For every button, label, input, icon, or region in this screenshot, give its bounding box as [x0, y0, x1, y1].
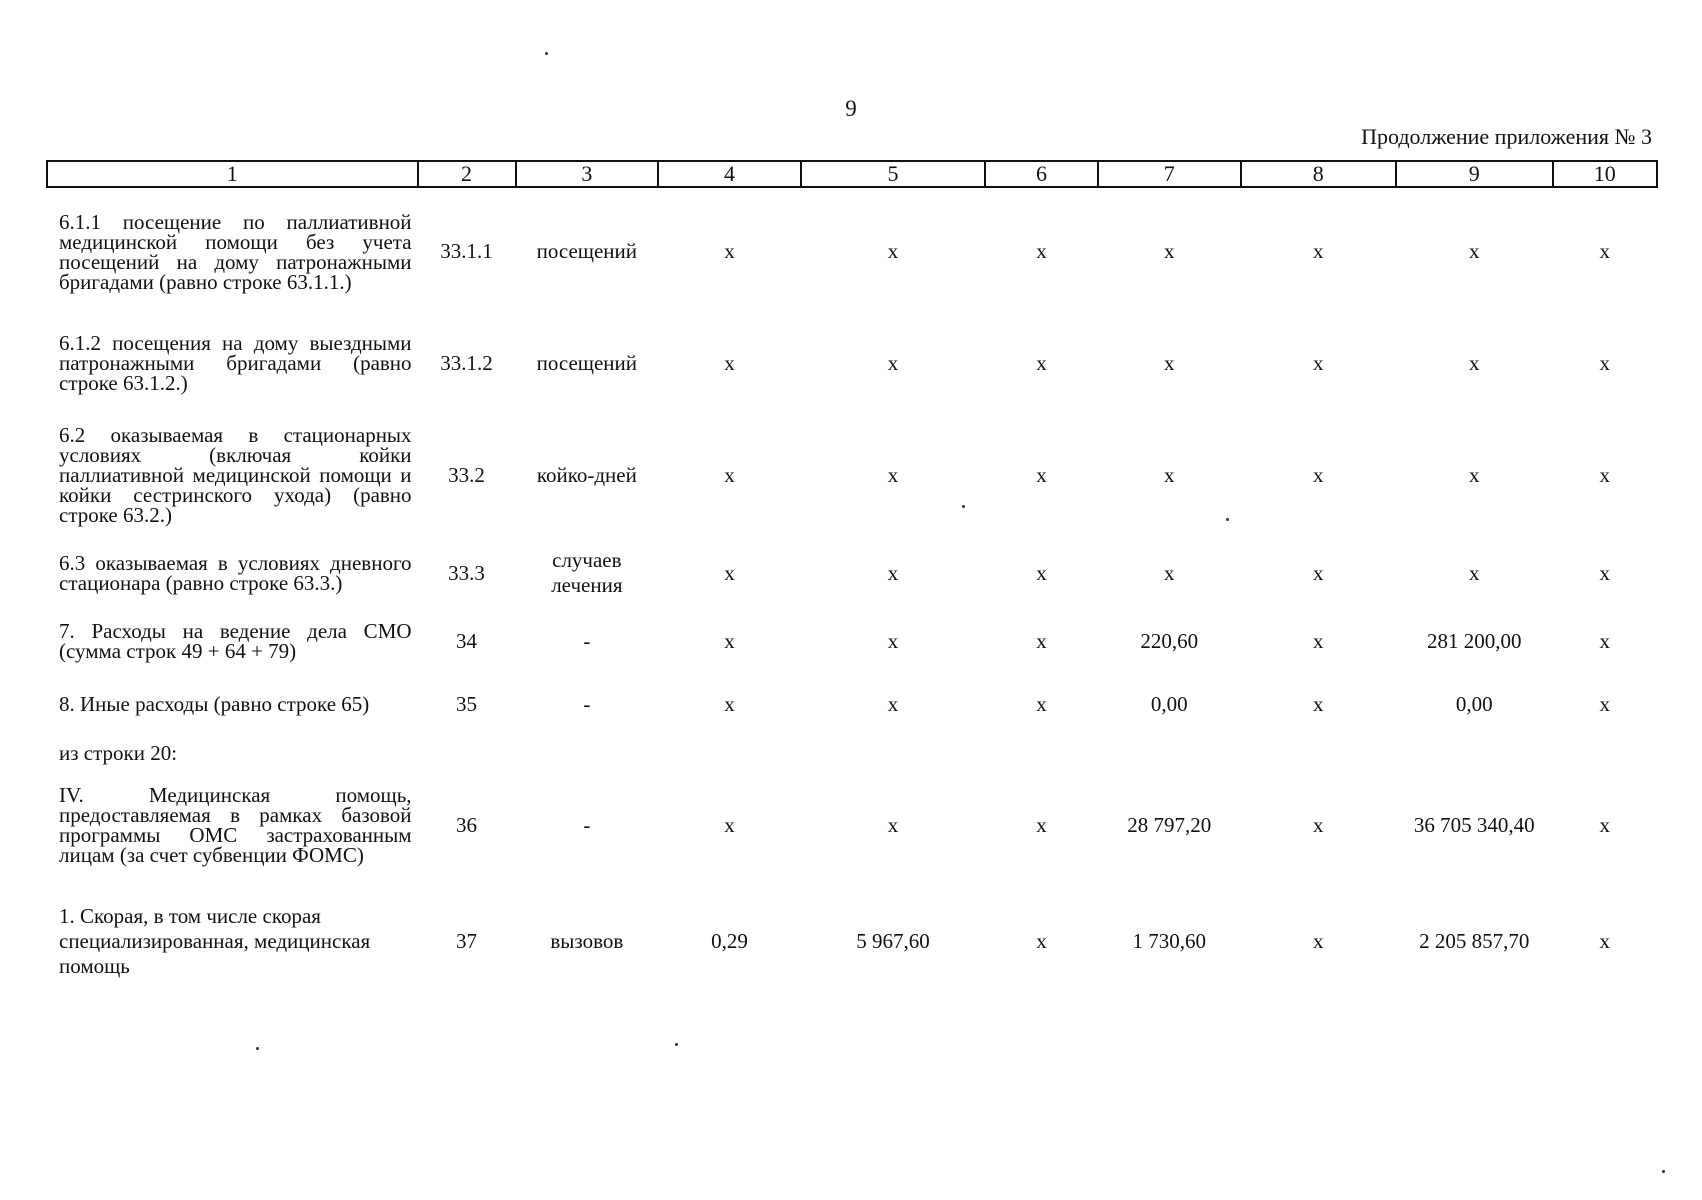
cell-col6: х [1036, 350, 1047, 375]
cell-col7: 1 730,60 [1132, 928, 1206, 953]
row-name: IV. Медицинская помощь, предоставляемая в рамках базовой программы ОМС застрахованным лицам (за счет субвенции ФОМС) [59, 783, 412, 867]
row-unit: посещений [536, 350, 638, 375]
page-number: 9 [845, 96, 857, 121]
header-cell: 1 [47, 161, 418, 187]
cell-col4: х [724, 239, 735, 263]
cell-col7: 28 797,20 [1127, 812, 1212, 837]
row-unit: койко-дней [536, 462, 637, 487]
row-unit: - [583, 691, 591, 716]
cell-col5: х [887, 628, 899, 653]
cell-col10: х [1599, 928, 1611, 953]
row-unit: посещений [536, 239, 638, 263]
row-unit: - [583, 628, 591, 653]
scan-speck [962, 505, 965, 508]
cell-col8: х [1313, 628, 1324, 653]
cell-col9: х [1469, 239, 1480, 263]
cell-col6: х [1036, 691, 1047, 716]
cell-col4: х [724, 628, 735, 653]
cell-col5: х [887, 462, 899, 487]
header-cell: 4 [658, 161, 801, 187]
row-code: 33.2 [448, 462, 485, 487]
cell-col9: х [1469, 462, 1480, 487]
row-name: 1. Скорая, в том числе скорая специализированная, медицинская помощь [59, 903, 371, 978]
table-row [47, 315, 1657, 411]
scan-speck [256, 1047, 259, 1050]
cell-col8: х [1313, 239, 1324, 263]
scan-speck [675, 1043, 678, 1046]
cell-col6: х [1036, 928, 1047, 953]
table-subheading-row [47, 733, 1657, 769]
row-code: 33.1.2 [440, 350, 493, 375]
row-code: 34 [456, 628, 478, 653]
cell-col7: 0,00 [1150, 691, 1188, 716]
cell-col4: х [724, 560, 735, 585]
cell-col10: х [1599, 691, 1611, 716]
cell-col7: х [1163, 239, 1175, 263]
cell-col7: 220,60 [1140, 628, 1199, 653]
header-cell: 8 [1241, 161, 1396, 187]
data-table [46, 160, 1658, 1001]
row-name: 6.1.2 посещения на дому выездными патронажными бригадами (равно строке 63.1.2.) [59, 331, 412, 395]
cell-col10: х [1599, 239, 1611, 263]
table-header-row [47, 161, 1657, 187]
table-row [47, 769, 1657, 881]
cell-col8: х [1313, 560, 1324, 585]
cell-col10: х [1599, 628, 1611, 653]
cell-col6: х [1036, 239, 1047, 263]
row-code: 36 [456, 812, 478, 837]
cell-col4: х [724, 691, 735, 716]
header-cell: 2 [418, 161, 516, 187]
cell-col7: х [1163, 350, 1175, 375]
cell-col4: 0,29 [711, 928, 748, 953]
subheading-text: из строки 20: [59, 741, 178, 765]
cell-col8: х [1313, 928, 1324, 953]
header-cell: 10 [1553, 161, 1657, 187]
cell-col4: х [724, 350, 735, 375]
row-code: 33.1.1 [440, 239, 493, 263]
header-cell: 5 [801, 161, 985, 187]
table-row [47, 881, 1657, 1001]
cell-col6: х [1036, 462, 1047, 487]
header-cell: 6 [985, 161, 1098, 187]
header-cell: 7 [1098, 161, 1241, 187]
cell-col9: 281 200,00 [1427, 628, 1522, 653]
cell-col8: х [1313, 350, 1324, 375]
cell-col8: х [1313, 812, 1324, 837]
table-row [47, 675, 1657, 733]
cell-col9: х [1469, 350, 1480, 375]
row-unit: случаев лечения [551, 548, 623, 597]
row-code: 37 [456, 928, 478, 953]
cell-col9: х [1469, 560, 1480, 585]
table-row [47, 539, 1657, 607]
scan-speck [1226, 518, 1229, 521]
row-name: 6.2 оказываемая в стационарных условиях (включая койки паллиативной медицинской помощи и койки сестринского ухода) (равно строке 63.2.) [59, 423, 412, 527]
cell-col7: х [1163, 462, 1175, 487]
scan-speck [1662, 1170, 1665, 1173]
cell-col5: 5 967,60 [856, 928, 930, 953]
row-code: 35 [456, 691, 478, 716]
cell-col4: х [724, 462, 735, 487]
cell-col4: х [724, 812, 735, 837]
cell-col10: х [1599, 462, 1611, 487]
row-name: 7. Расходы на ведение дела СМО (сумма строк 49 + 64 + 79) [59, 619, 412, 663]
row-unit: - [583, 812, 591, 837]
row-code: 33.3 [448, 560, 485, 585]
header-cell: 9 [1396, 161, 1553, 187]
cell-col7: х [1163, 560, 1175, 585]
cell-col6: х [1036, 628, 1047, 653]
cell-col5: х [887, 812, 899, 837]
scan-speck [545, 52, 548, 55]
cell-col10: х [1599, 350, 1611, 375]
cell-col5: х [887, 560, 899, 585]
cell-col9: 2 205 857,70 [1419, 928, 1530, 953]
row-name: 8. Иные расходы (равно строке 65) [59, 692, 370, 716]
cell-col5: х [887, 350, 899, 375]
cell-col8: х [1313, 462, 1324, 487]
cell-col5: х [887, 239, 899, 263]
row-name: 6.3 оказываемая в условиях дневного стационара (равно строке 63.3.) [59, 551, 412, 595]
row-unit: вызовов [550, 928, 624, 953]
cell-col10: х [1599, 812, 1611, 837]
table-row [47, 411, 1657, 539]
cell-col5: х [887, 691, 899, 716]
row-name: 6.1.1 посещение по паллиативной медицинской помощи без учета посещений на дому патронажными бригадами (равно строке 63.1.1.) [59, 209, 412, 294]
appendix-continuation-label: Продолжение приложения № 3 [1361, 124, 1652, 149]
header-cell: 3 [516, 161, 659, 187]
cell-col8: х [1313, 691, 1324, 716]
cell-col6: х [1036, 560, 1047, 585]
table-row [47, 607, 1657, 675]
cell-col6: х [1036, 812, 1047, 837]
cell-col10: х [1599, 560, 1611, 585]
table-row [47, 187, 1657, 315]
cell-col9: 36 705 340,40 [1413, 812, 1535, 837]
cell-col9: 0,00 [1455, 691, 1493, 716]
